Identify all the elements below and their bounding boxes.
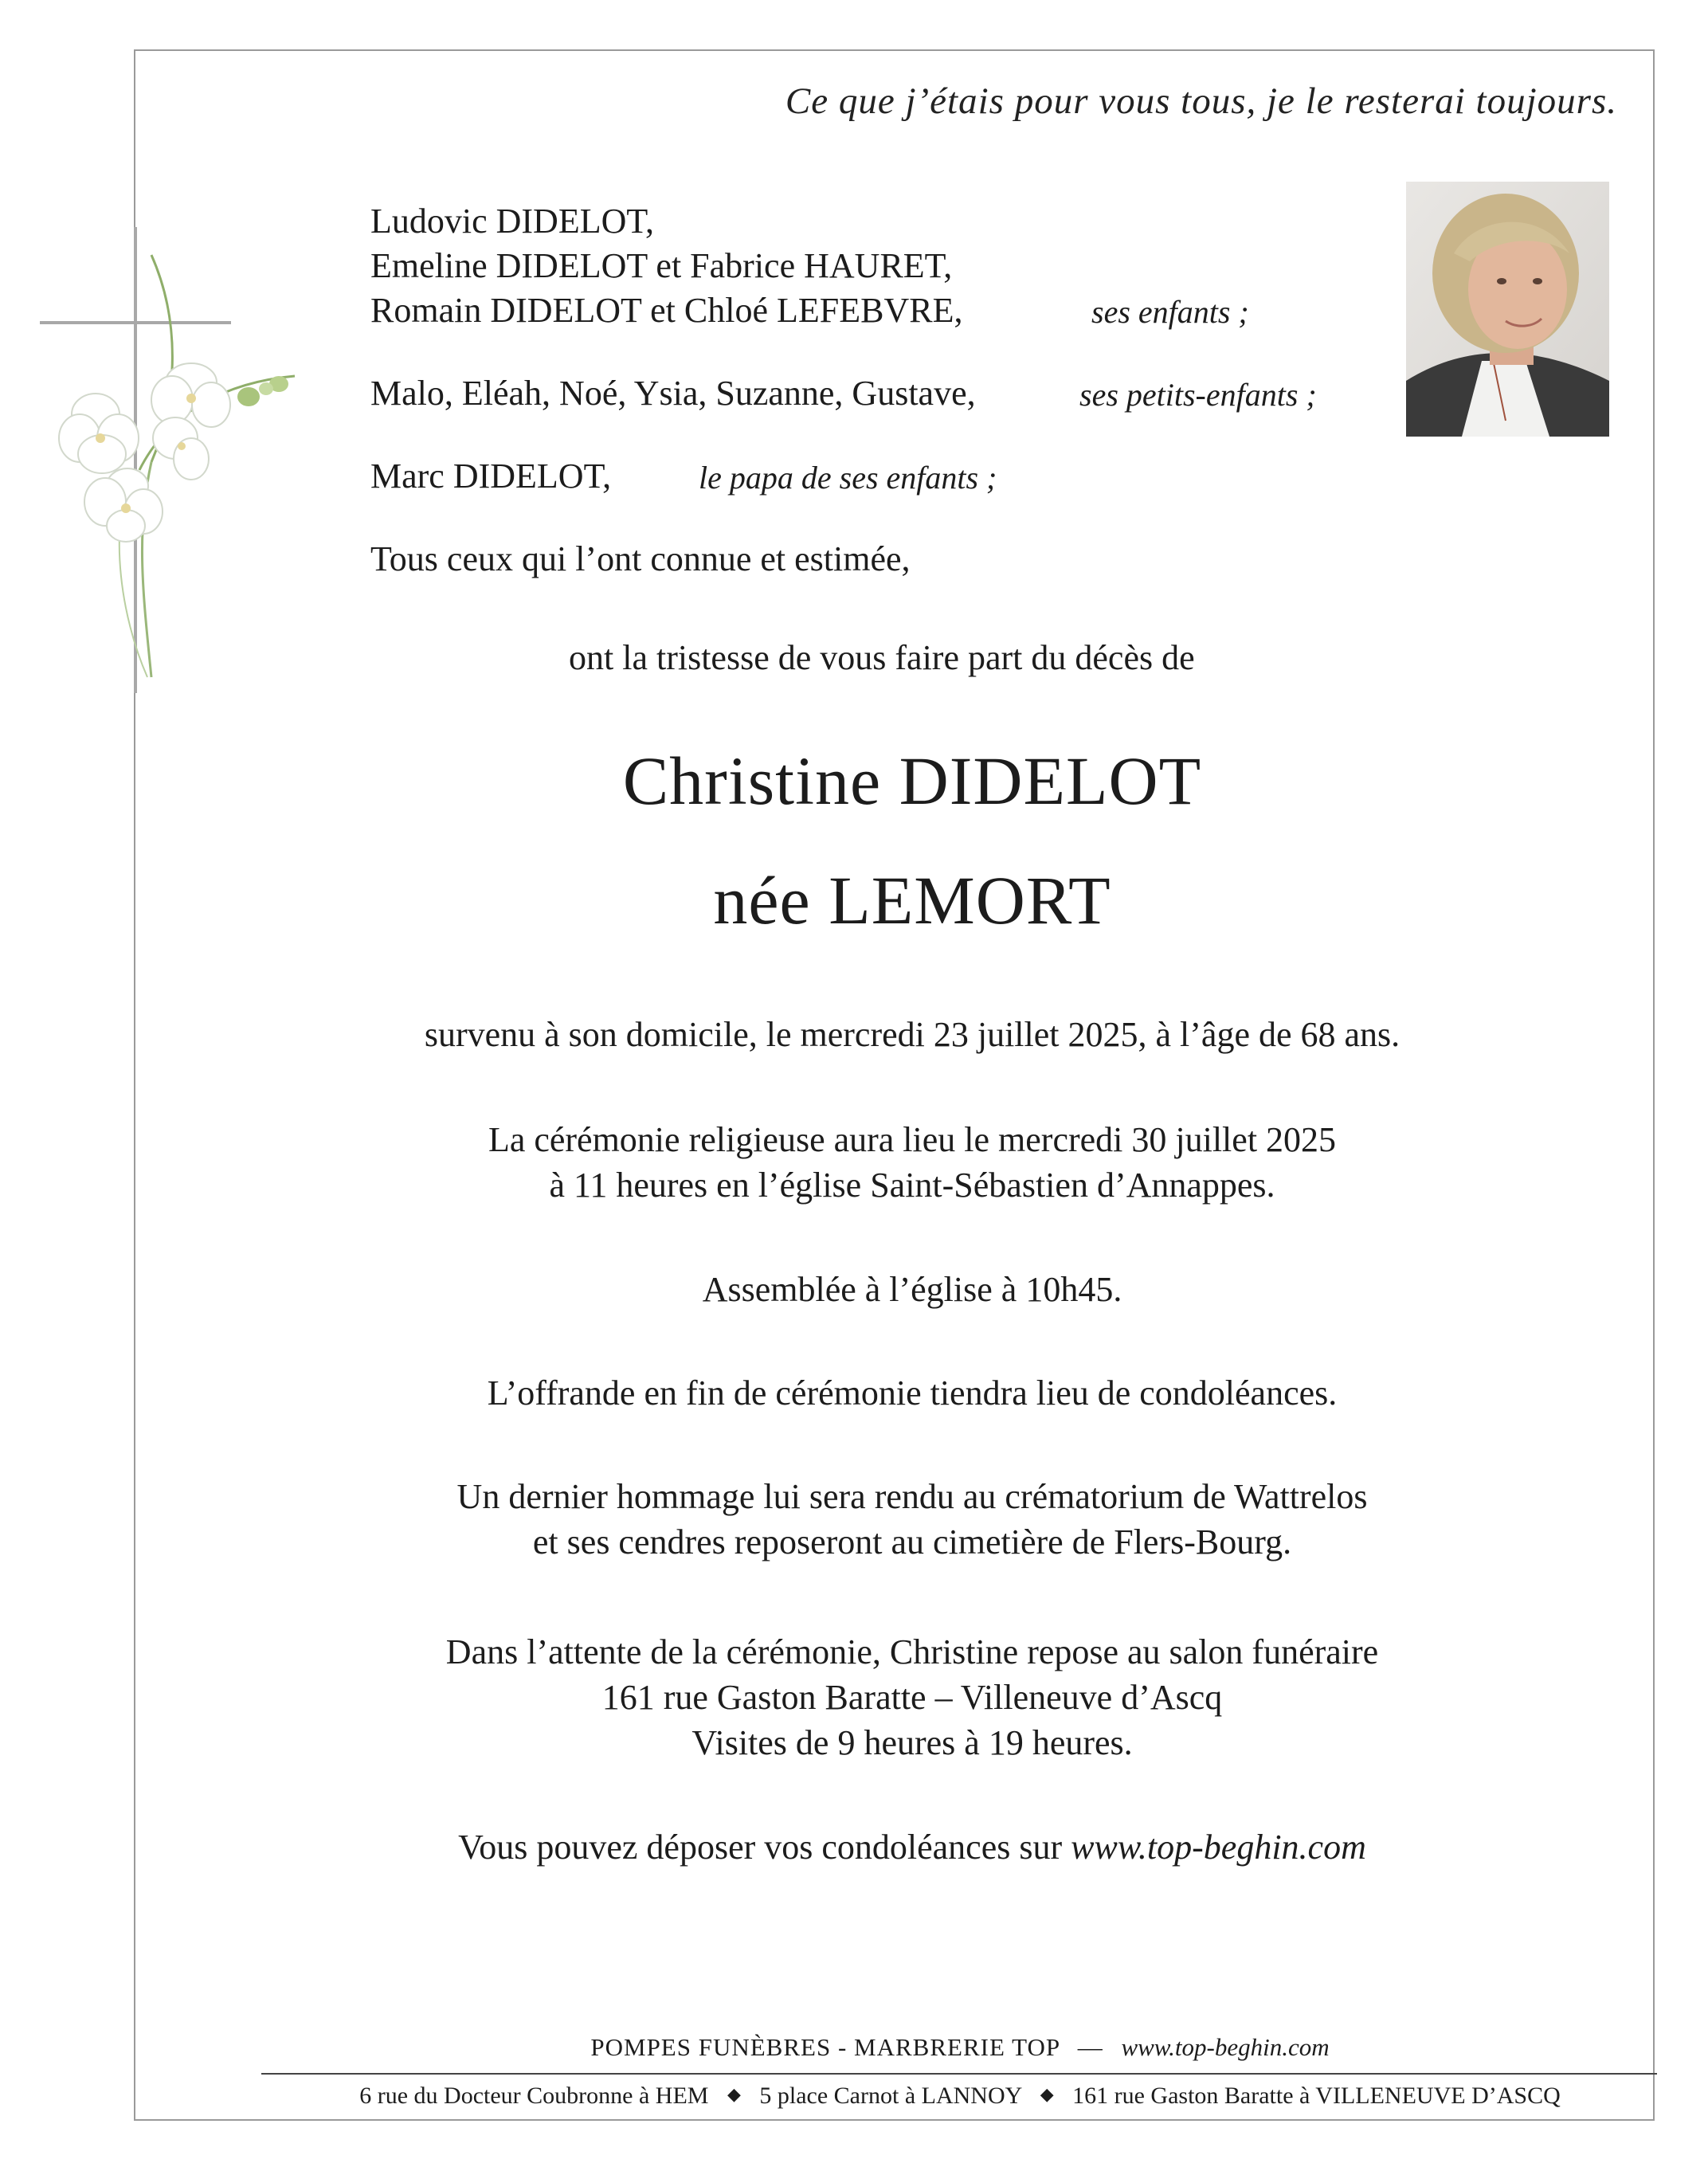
grandchildren-relation: ses petits-enfants ; (1079, 377, 1317, 413)
family-child-2: Emeline DIDELOT et Fabrice HAURET, (370, 246, 953, 285)
footer-dash: — (1077, 2033, 1103, 2061)
family-grandchildren: Malo, Eléah, Noé, Ysia, Suzanne, Gustave, (370, 374, 976, 413)
ceremony-line-1: La cérémonie religieuse aura lieu le mercredi 30 juillet 2025 (488, 1120, 1337, 1159)
diamond-separator-icon: ◆ (727, 2084, 741, 2104)
salon-line-3: Visites de 9 heures à 19 heures. (691, 1723, 1133, 1762)
ceremony-line-2: à 11 heures en l’église Saint-Sébastien d’Annappes. (549, 1166, 1275, 1205)
offering-info: L’offrande en fin de cérémonie tiendra lieu de condoléances. (487, 1373, 1338, 1413)
condolences-link[interactable]: www.top-beghin.com (1071, 1828, 1366, 1867)
family-child-1: Ludovic DIDELOT, (370, 202, 654, 241)
condolences-text: Vous pouvez déposer vos condoléances sur (458, 1828, 1063, 1867)
company-name: POMPES FUNÈBRES - MARBRERIE TOP (590, 2033, 1060, 2061)
address-villeneuve: 161 rue Gaston Baratte à VILLENEUVE D’ASCQ (1072, 2083, 1561, 2109)
salon-line-2: 161 rue Gaston Baratte – Villeneuve d’Ascq (601, 1678, 1223, 1717)
address-lannoy: 5 place Carnot à LANNOY (759, 2083, 1022, 2109)
portrait-photo (1406, 182, 1609, 437)
footer-divider (261, 2073, 1657, 2075)
death-details: survenu à son domicile, le mercredi 23 juillet 2025, à l’âge de 68 ans. (424, 1015, 1400, 1054)
cross-with-orchid-icon (32, 199, 319, 709)
salon-line-1: Dans l’attente de la cérémonie, Christine repose au salon funéraire (445, 1632, 1379, 1671)
footer-website[interactable]: www.top-beghin.com (1121, 2033, 1330, 2061)
footer-addresses (263, 2083, 1657, 2110)
condolences-line (239, 1824, 1585, 1870)
epigraph: Ce que j’étais pour vous tous, je le resterai toujours. (785, 80, 1617, 122)
family-father: Marc DIDELOT, (370, 456, 612, 496)
deceased-maiden-name: née LEMORT (713, 862, 1111, 938)
assembly-info: Assemblée à l’église à 10h45. (702, 1270, 1122, 1309)
children-relation: ses enfants ; (1091, 294, 1249, 330)
tribute-line-2: et ses cendres reposeront au cimetière de Flers-Bourg. (532, 1522, 1292, 1561)
announcement: ont la tristesse de vous faire part du décès de (569, 638, 1195, 677)
family-others: Tous ceux qui l’ont connue et estimée, (370, 539, 911, 578)
address-hem: 6 rue du Docteur Coubronne à HEM (359, 2083, 709, 2109)
tribute-line-1: Un dernier hommage lui sera rendu au crématorium de Wattrelos (456, 1477, 1368, 1516)
family-child-3: Romain DIDELOT et Chloé LEFEBVRE, (370, 291, 963, 330)
diamond-separator-icon: ◆ (1040, 2084, 1054, 2104)
father-relation: le papa de ses enfants ; (699, 460, 997, 496)
footer-company-line (263, 2033, 1657, 2062)
deceased-name: Christine DIDELOT (622, 743, 1202, 819)
